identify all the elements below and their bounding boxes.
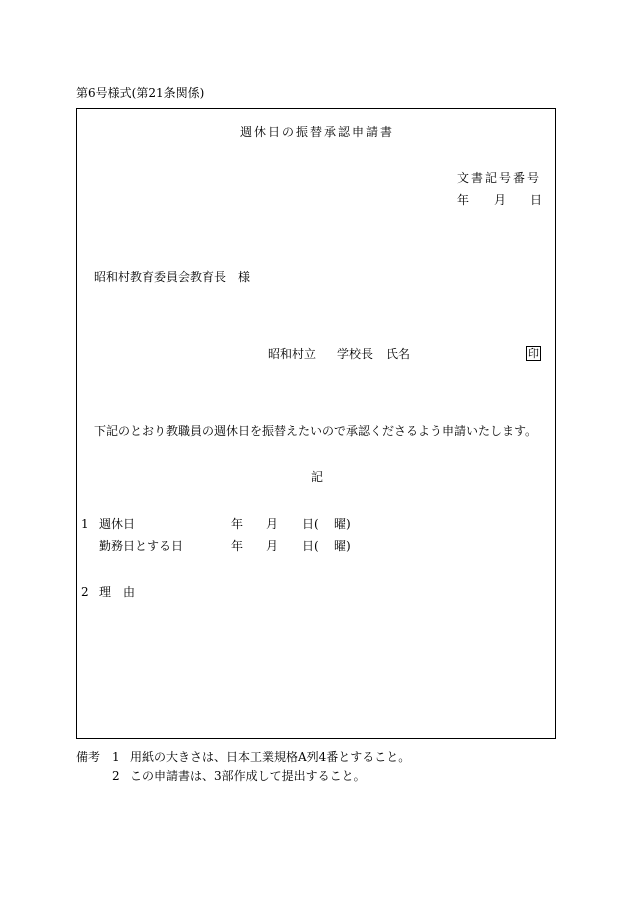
applicant-principal: 学校長 — [337, 347, 374, 361]
form-number: 第6号様式(第21条関係) — [76, 86, 205, 100]
work-day-month: 月 — [266, 539, 279, 553]
date-day: 日 — [530, 193, 543, 207]
work-day-label: 勤務日とする日 — [99, 539, 184, 553]
rest-day-label: 週休日 — [99, 517, 136, 531]
rest-day-year: 年 — [231, 517, 244, 531]
note2-number: 2 — [112, 769, 120, 783]
note2-text: この申請書は、3部作成して提出すること。 — [130, 769, 366, 783]
reason-label: 理 由 — [99, 585, 136, 599]
doc-number-label: 文書記号番号 — [457, 171, 542, 185]
work-day-year: 年 — [231, 539, 244, 553]
applicant-name-label: 氏名 — [386, 347, 411, 361]
note1-number: 1 — [112, 750, 120, 764]
seal-mark: 印 — [528, 347, 539, 360]
body-text: 下記のとおり教職員の週休日を振替えたいので承認くださるよう申請いたします。 — [94, 424, 538, 438]
note1-text: 用紙の大きさは、日本工業規格A列4番とすること。 — [130, 750, 411, 764]
work-day-weekday: 曜) — [334, 539, 351, 553]
work-day-day: 日( — [302, 539, 319, 553]
item2-number: 2 — [81, 585, 89, 599]
form-title: 週休日の振替承認申請書 — [240, 125, 395, 139]
notes-heading: 備考 — [76, 750, 101, 764]
rest-day-weekday: 曜) — [334, 517, 351, 531]
rest-day-day: 日( — [302, 517, 319, 531]
applicant-school: 昭和村立 — [268, 347, 317, 361]
addressee: 昭和村教育委員会教育長 様 — [94, 270, 251, 284]
item1-number: 1 — [81, 517, 89, 531]
rest-day-month: 月 — [266, 517, 279, 531]
date-month: 月 — [494, 193, 507, 207]
date-year: 年 — [457, 193, 470, 207]
ki-heading: 記 — [311, 470, 324, 484]
